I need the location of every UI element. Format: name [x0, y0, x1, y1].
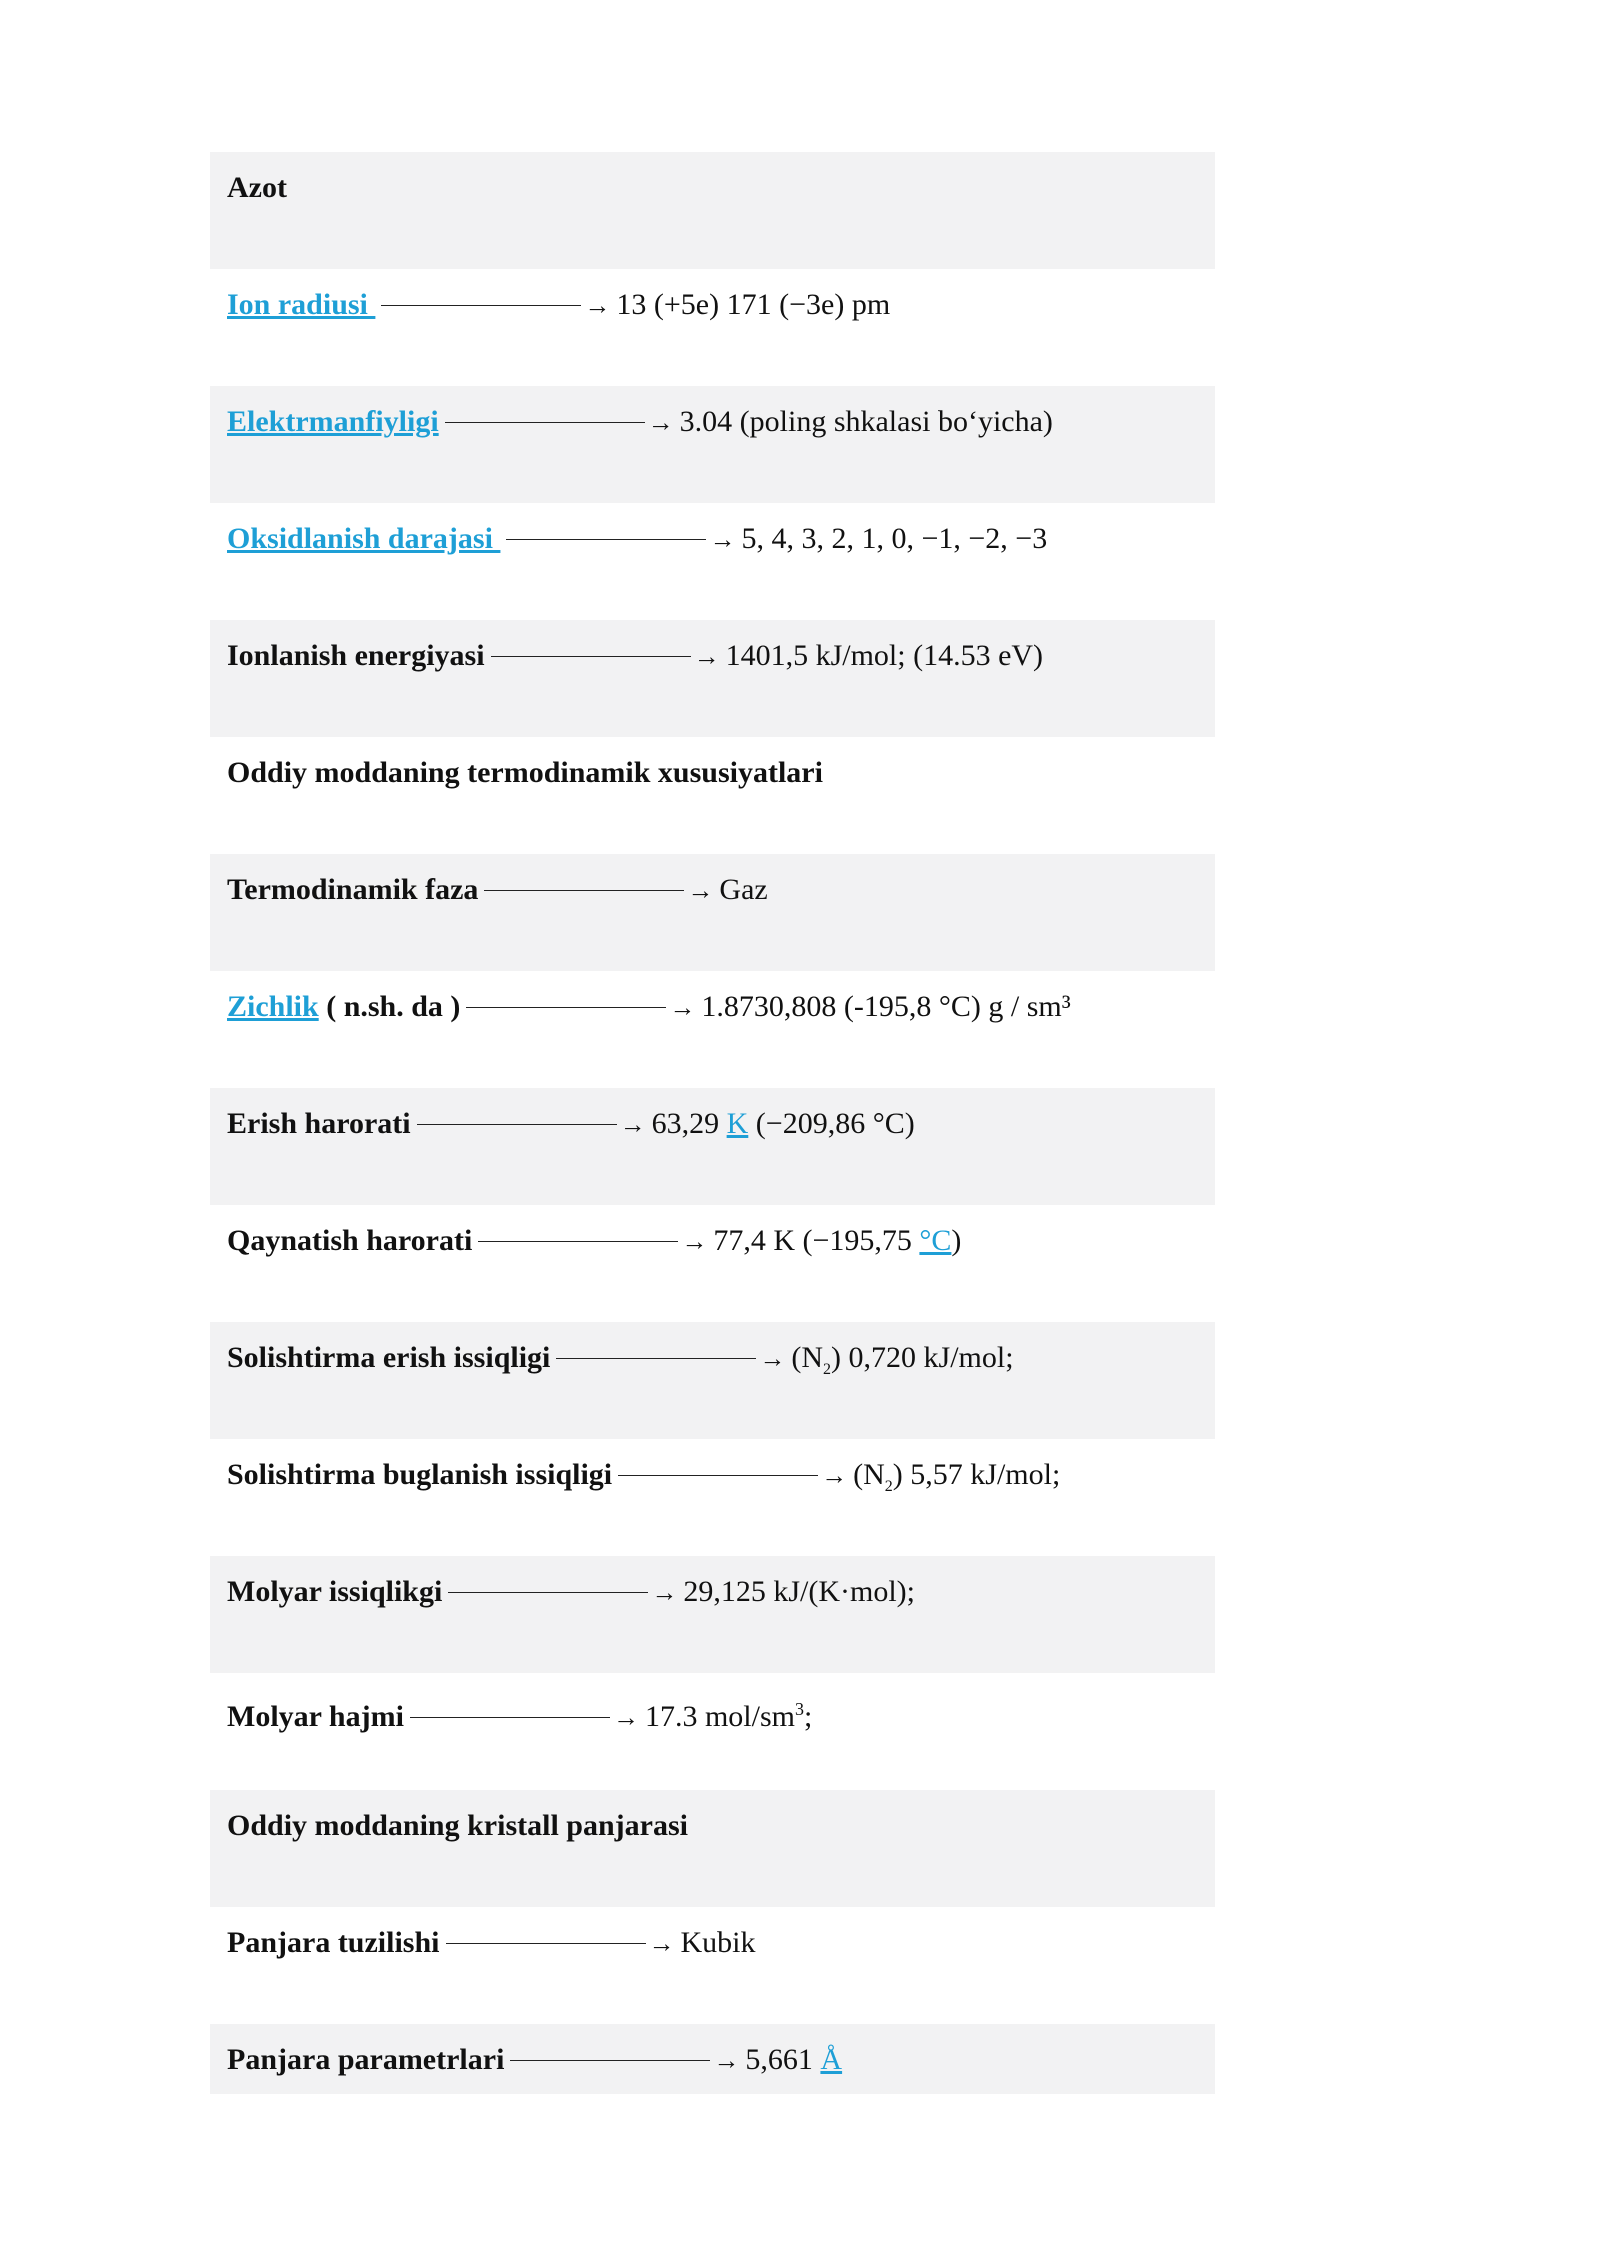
arrow-icon: → — [648, 1929, 675, 1958]
molyar-hajm-value-pre: 17.3 mol/sm — [644, 1700, 795, 1733]
zichlik-label-suffix: ( n.sh. da ) — [318, 990, 461, 1023]
leader-line — [618, 1475, 818, 1476]
parametr-label: Panjara parametrlari — [227, 2043, 505, 2076]
arrow-icon: → — [681, 1227, 708, 1256]
arrow-icon: → — [759, 1344, 786, 1373]
leader-line — [445, 422, 645, 423]
molyar-hajm-superscript: 3 — [794, 1699, 804, 1719]
leader-line — [381, 305, 581, 306]
row-qaynatish — [210, 1205, 1215, 1322]
faza-label: Termodinamik faza — [227, 873, 479, 906]
arrow-icon: → — [647, 408, 674, 437]
row-molyar-hajm — [210, 1673, 1215, 1790]
oksidlanish-darajasi-link[interactable]: Oksidlanish darajasi — [227, 522, 501, 555]
row-kristall-heading — [210, 1790, 1215, 1907]
leader-line — [556, 1358, 756, 1359]
arrow-icon: → — [669, 993, 696, 1022]
arrow-icon: → — [693, 642, 720, 671]
row-parametr — [210, 2024, 1215, 2094]
row-faza — [210, 854, 1215, 971]
row-ion-radiusi — [210, 269, 1215, 386]
row-tuzilish — [210, 1907, 1215, 2024]
arrow-icon: → — [709, 525, 736, 554]
elektrmanfiyligi-value: 3.04 (poling shkalasi bo‘yicha) — [679, 405, 1053, 438]
row-termo-heading — [210, 737, 1215, 854]
arrow-icon: → — [612, 1703, 639, 1732]
qaynatish-value-pre: 77,4 K (−195,75 — [713, 1224, 920, 1257]
row-ionlanish — [210, 620, 1215, 737]
element-properties-table — [210, 152, 1215, 2094]
leader-line — [510, 2060, 710, 2061]
arrow-icon: → — [713, 2046, 740, 2075]
celsius-link[interactable]: °C — [919, 1224, 952, 1257]
angstrom-link[interactable]: Å — [820, 2043, 843, 2076]
erish-value-post: (−209,86 °C) — [748, 1107, 915, 1140]
faza-value: Gaz — [719, 873, 768, 906]
zichlik-value: 1.8730,808 (-195,8 °C) g / sm³ — [701, 990, 1071, 1023]
row-oksidlanish — [210, 503, 1215, 620]
row-azot — [210, 152, 1215, 269]
row-erish — [210, 1088, 1215, 1205]
arrow-icon: → — [619, 1110, 646, 1139]
erish-label: Erish harorati — [227, 1107, 411, 1140]
tuzilish-value: Kubik — [680, 1926, 756, 1959]
molyar-issiq-value: 29,125 kJ/(K·mol); — [683, 1575, 915, 1608]
sol-erish-label: Solishtirma erish issiqligi — [227, 1341, 551, 1374]
ion-radiusi-value: 13 (+5e) 171 (−3e) pm — [616, 288, 891, 321]
leader-line — [466, 1007, 666, 1008]
row-zichlik — [210, 971, 1215, 1088]
qaynatish-value-post: ) — [951, 1224, 962, 1257]
sol-bug-value-pre: (N — [853, 1458, 885, 1491]
qaynatish-label: Qaynatish harorati — [227, 1224, 473, 1257]
sol-bug-label: Solishtirma buglanish issiqligi — [227, 1458, 613, 1491]
oksidlanish-value: 5, 4, 3, 2, 1, 0, −1, −2, −3 — [741, 522, 1048, 555]
ionlanish-label: Ionlanish energiyasi — [227, 639, 485, 672]
leader-line — [478, 1241, 678, 1242]
sol-bug-subscript: 2 — [884, 1478, 893, 1495]
leader-line — [484, 890, 684, 891]
arrow-icon: → — [821, 1461, 848, 1490]
sol-erish-subscript: 2 — [823, 1361, 832, 1378]
row-sol-bug — [210, 1439, 1215, 1556]
molyar-hajm-label: Molyar hajmi — [227, 1700, 404, 1733]
leader-line — [417, 1124, 617, 1125]
row-molyar-issiq — [210, 1556, 1215, 1673]
section-heading-termodinamik: Oddiy moddaning termodinamik xususiyatlari — [227, 756, 823, 789]
arrow-icon: → — [651, 1578, 678, 1607]
leader-line — [446, 1943, 646, 1944]
molyar-issiq-label: Molyar issiqlikgi — [227, 1575, 443, 1608]
tuzilish-label: Panjara tuzilishi — [227, 1926, 440, 1959]
sol-erish-value-post: ) 0,720 kJ/mol; — [831, 1341, 1014, 1374]
sol-bug-value-post: ) 5,57 kJ/mol; — [892, 1458, 1061, 1491]
leader-line — [448, 1592, 648, 1593]
leader-line — [506, 539, 706, 540]
leader-line — [410, 1717, 610, 1718]
sol-erish-value-pre: (N — [791, 1341, 824, 1374]
arrow-icon: → — [584, 291, 611, 320]
ionlanish-value: 1401,5 kJ/mol; (14.53 eV) — [725, 639, 1044, 672]
row-elektrmanfiyligi — [210, 386, 1215, 503]
element-title: Azot — [227, 171, 287, 204]
section-heading-kristall: Oddiy moddaning kristall panjarasi — [227, 1809, 688, 1842]
ion-radiusi-link[interactable]: Ion radiusi — [227, 288, 376, 321]
row-sol-erish — [210, 1322, 1215, 1439]
arrow-icon: → — [687, 876, 714, 905]
parametr-value-pre: 5,661 — [745, 2043, 821, 2076]
kelvin-link[interactable]: K — [726, 1107, 749, 1140]
molyar-hajm-value-post: ; — [803, 1700, 813, 1733]
elektrmanfiyligi-link[interactable]: Elektrmanfiyligi — [227, 405, 439, 438]
leader-line — [491, 656, 691, 657]
erish-value-pre: 63,29 — [651, 1107, 727, 1140]
zichlik-link[interactable]: Zichlik — [227, 990, 319, 1023]
